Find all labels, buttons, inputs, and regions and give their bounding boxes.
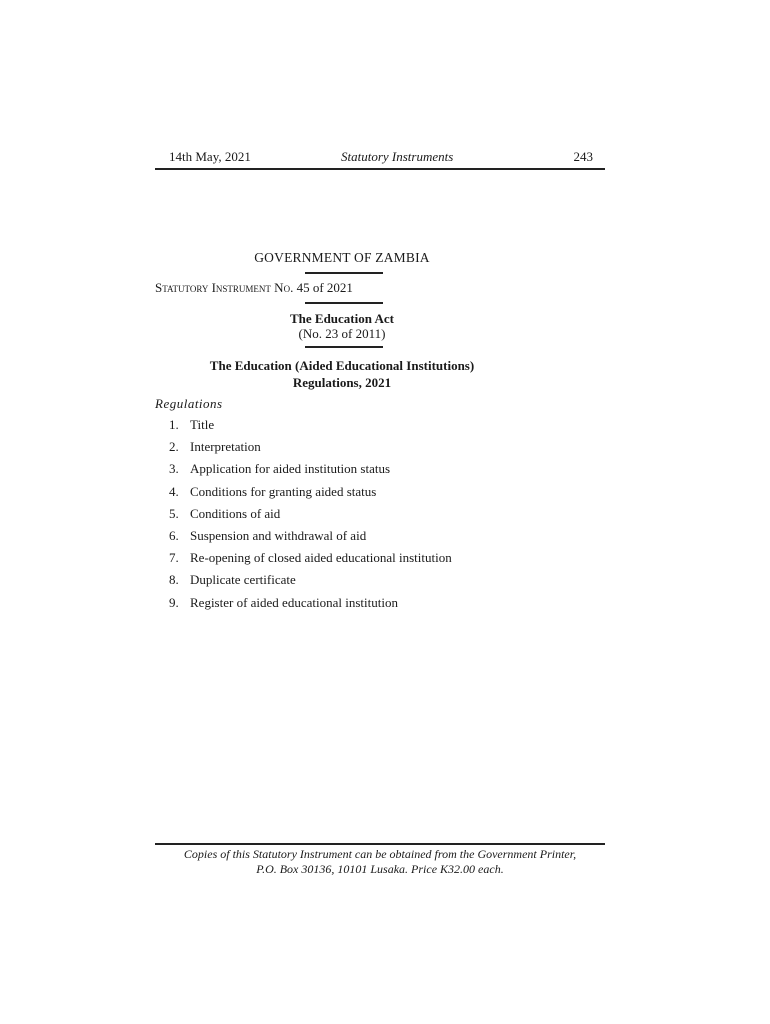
list-item (169, 550, 452, 572)
list-item (169, 484, 452, 506)
running-header (155, 149, 605, 167)
government-heading: GOVERNMENT OF ZAMBIA (254, 250, 430, 265)
regulations-title-line2: Regulations, 2021 (292, 375, 392, 390)
list-item (169, 572, 452, 594)
item-number: 8. (169, 572, 179, 588)
divider-rule-2 (305, 302, 383, 304)
item-number: 4. (169, 483, 179, 499)
header-page-number: 243 (573, 149, 593, 164)
footer-line2: P.O. Box 30136, 10101 Lusaka. Price K32.00 each. (256, 862, 504, 876)
item-number: 3. (169, 461, 179, 477)
divider-rule-3 (305, 346, 383, 348)
divider-rule-1 (305, 272, 383, 274)
statutory-instrument-line (155, 280, 353, 296)
regulations-title-line1: The Education (Aided Educational Institutions) (209, 358, 475, 373)
item-text: Duplicate certificate (190, 572, 296, 588)
regulations-list (169, 417, 452, 617)
header-rule (155, 168, 605, 170)
footer-line1: Copies of this Statutory Instrument can be obtained from the Government Printer, (183, 847, 577, 861)
item-text: Conditions for granting aided status (190, 483, 377, 499)
item-text: Suspension and withdrawal of aid (190, 527, 367, 543)
list-item (169, 461, 452, 483)
item-text: Title (190, 417, 215, 432)
list-item (169, 439, 452, 461)
act-title: The Education Act (289, 311, 394, 326)
footer-rule (155, 843, 605, 845)
item-text: Re-opening of closed aided educational institution (190, 550, 452, 566)
item-text: Interpretation (190, 439, 261, 455)
item-number: 5. (169, 505, 179, 521)
header-title: Statutory Instruments (341, 149, 454, 164)
item-number: 7. (169, 550, 179, 566)
instrument-prefix: Statutory Instrument No. (155, 280, 294, 295)
item-text: Application for aided institution status (190, 461, 391, 477)
footer-note (155, 847, 605, 877)
list-item (169, 506, 452, 528)
item-number: 1. (169, 417, 179, 432)
item-number: 9. (169, 594, 179, 610)
act-number: (No. 23 of 2011) (298, 326, 386, 341)
list-item (169, 528, 452, 550)
regulations-title (155, 357, 529, 391)
item-number: 6. (169, 527, 179, 543)
list-item (169, 595, 452, 617)
instrument-number: 45 of 2021 (296, 280, 353, 295)
item-number: 2. (169, 439, 179, 455)
regulations-heading: Regulations (155, 396, 223, 411)
list-item (169, 417, 452, 439)
header-date: 14th May, 2021 (169, 149, 251, 164)
item-text: Register of aided educational institution (190, 594, 398, 610)
item-text: Conditions of aid (190, 505, 281, 521)
